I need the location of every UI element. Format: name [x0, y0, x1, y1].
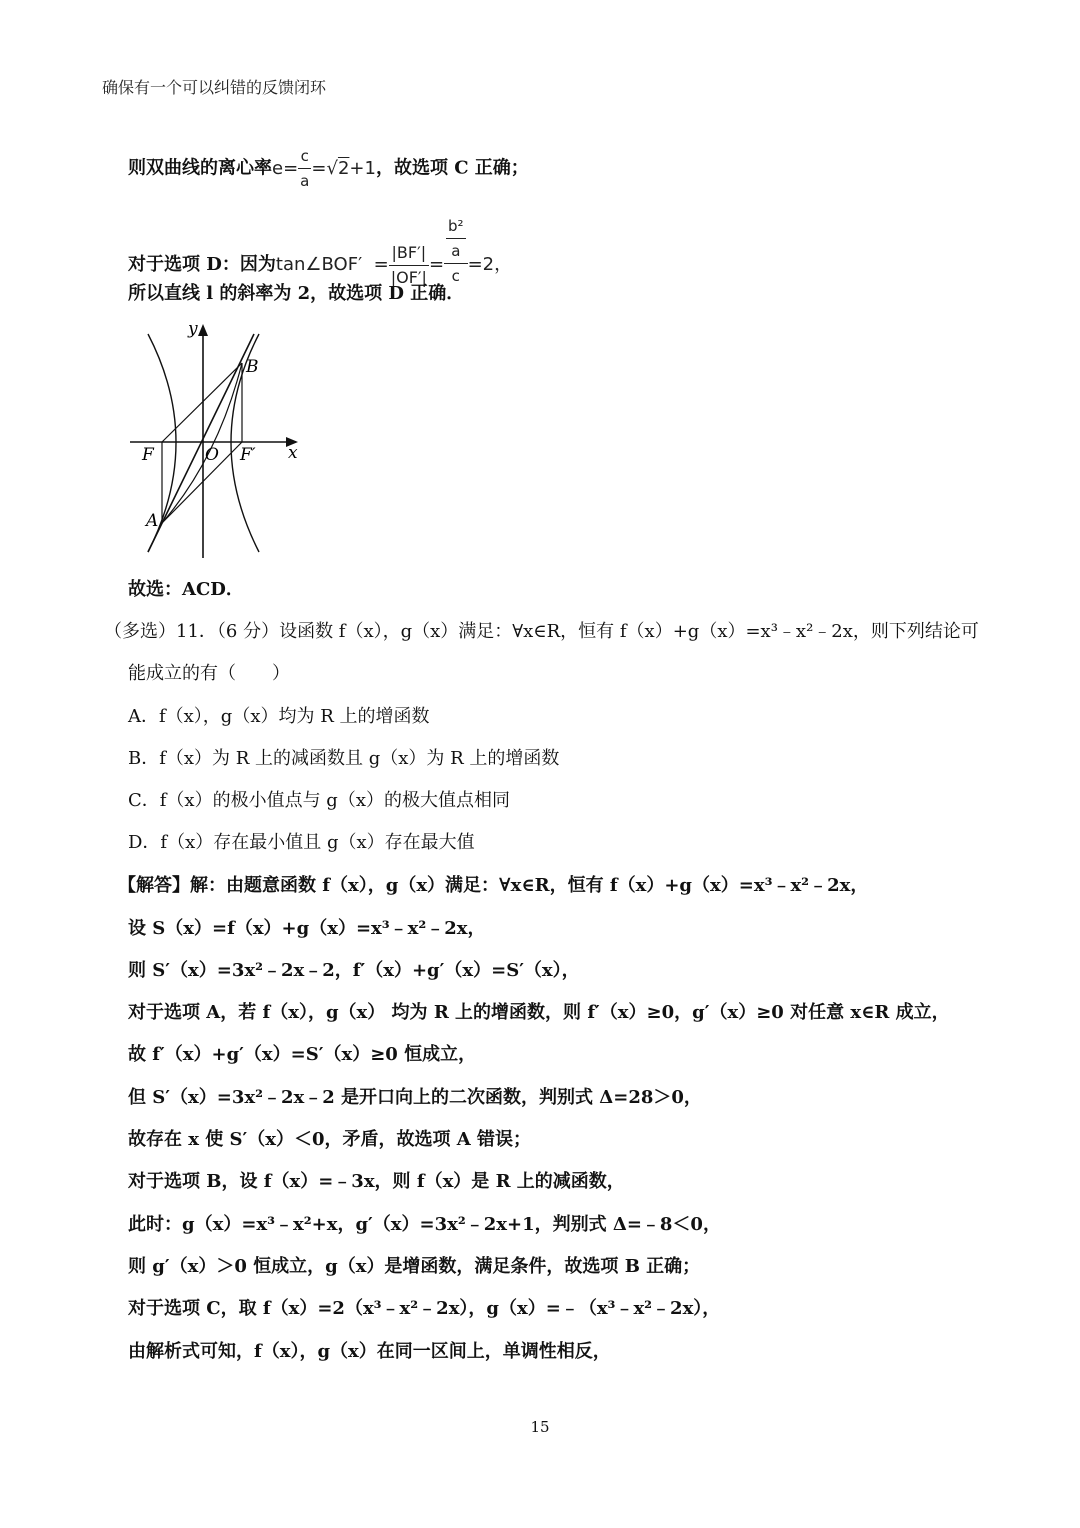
c-symbol: c [451, 267, 460, 285]
equals-sign: = [428, 254, 445, 275]
equals-two: =2， [467, 254, 513, 275]
solution-line-10: 则 g′（x）＞0 恒成立，g（x）是增函数，满足条件，故选项 B 正确； [128, 1256, 701, 1277]
page-header: 确保有一个可以纠错的反馈闭环 [102, 78, 327, 97]
plus-one: +1 [349, 157, 376, 179]
option-d-text: 对于选项 D：因为 [128, 254, 276, 275]
solution-line-6: 但 S′（x）=3x²﹣2x﹣2 是开口向上的二次函数，判别式 Δ=28＞0， [128, 1087, 702, 1108]
b2-over-a [446, 214, 466, 263]
segment-A-Fp [162, 442, 242, 523]
label-F: F [142, 445, 154, 465]
hyperbola-figure [126, 318, 316, 564]
page-number: 15 [530, 1418, 550, 1436]
solution-line-12: 由解析式可知，f（x），g（x）在同一区间上，单调性相反， [128, 1341, 611, 1362]
solution-line-9: 此时：g（x）=x³﹣x²+x，g′（x）=3x²﹣2x+1，判别式 Δ=﹣8＜0， [128, 1214, 721, 1235]
question-11-line2: 能成立的有（ ） [128, 663, 290, 684]
equals-sign: = [283, 157, 299, 179]
label-Fp: F′ [240, 445, 256, 465]
b-squared: b² [446, 214, 466, 239]
fraction-denominator: a [300, 172, 310, 190]
y-axis-arrow [198, 324, 208, 336]
solution-line-1: 【解答】解：由题意函数 f（x），g（x）满足：∀x∈R，恒有 f（x）+g（x）=x³﹣x²﹣2x， [118, 875, 869, 896]
sqrt-sign: √2 [326, 157, 350, 179]
solution-line-8: 对于选项 B，设 f（x）=﹣3x，则 f（x）是 R 上的减函数， [128, 1171, 625, 1192]
label-y: y [188, 319, 198, 339]
e-symbol: e [272, 157, 284, 179]
tan-formula [275, 217, 513, 287]
compound-numerator [444, 214, 468, 264]
tan-expression: tan∠BOF′ [275, 254, 363, 275]
solution-line-4: 对于选项 A，若 f（x），g（x） 均为 R 上的增函数，则 f′（x）≥0，g′（x）≥0 对任意 x∈R 成立， [128, 1002, 950, 1023]
option-a: A．f（x），g（x）均为 R 上的增函数 [128, 706, 430, 727]
option-c: C．f（x）的极小值点与 g（x）的极大值点相同 [128, 790, 510, 811]
sqrt-radicand: 2 [337, 157, 350, 179]
label-A: A [146, 511, 159, 531]
eccentricity-formula [272, 147, 376, 190]
option-d: D．f（x）存在最小值且 g（x）存在最大值 [128, 832, 475, 853]
solution-line-3: 则 S′（x）=3x²﹣2x﹣2，f′（x）+g′（x）=S′（x）， [128, 960, 580, 981]
eccentricity-line [128, 144, 529, 193]
solution-line-7: 故存在 x 使 S′（x）＜0，矛盾，故选项 A 错误； [128, 1129, 532, 1150]
eccentricity-text: 则双曲线的离心率 [128, 157, 272, 179]
fraction-denominator: |OF′| [390, 267, 427, 287]
label-B: B [246, 357, 259, 377]
solution-line-11: 对于选项 C，取 f（x）=2（x³﹣x²﹣2x），g（x）=﹣（x³﹣x²﹣2x）， [128, 1298, 721, 1319]
answer-acd: 故选：ACD． [128, 579, 244, 600]
solution-line-5: 故 f′（x）+g′（x）=S′（x）≥0 恒成立， [128, 1044, 477, 1065]
eccentricity-conclusion: ，故选项 C 正确； [375, 157, 529, 179]
fraction-numerator: c [298, 144, 311, 169]
question-11-line1: （多选）11．（6 分）设函数 f（x），g（x）满足：∀x∈R，恒有 f（x）+g（x）=x³﹣x²﹣2x，则下列结论可 [104, 621, 979, 642]
c-over-a-fraction [298, 144, 311, 193]
slope-conclusion: 所以直线 l 的斜率为 2，故选项 D 正确． [128, 283, 465, 304]
equals-sign: = [311, 157, 327, 179]
equals-sign: = [373, 254, 389, 275]
solution-line-2: 设 S（x）=f（x）+g（x）=x³﹣x²﹣2x， [128, 918, 486, 939]
a-symbol: a [451, 242, 461, 260]
compound-fraction [444, 214, 468, 288]
option-b: B．f（x）为 R 上的减函数且 g（x）为 R 上的增函数 [128, 748, 560, 769]
fraction-numerator: |BF′| [389, 241, 429, 266]
label-O: O [205, 445, 219, 465]
label-x: x [288, 443, 298, 463]
